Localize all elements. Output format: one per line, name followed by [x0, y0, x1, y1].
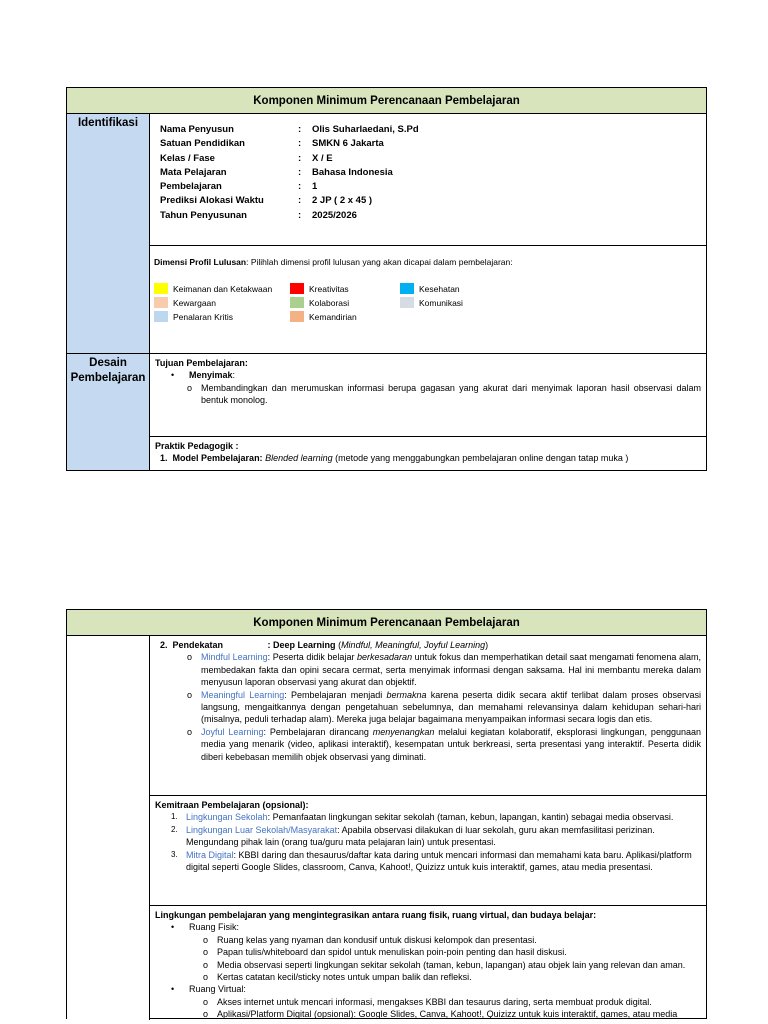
info-block: [150, 114, 706, 245]
virtual-item: o Akses internet untuk mencari informasi, mengakses KBBI dan tesaurus daring, serta membuat produk digital.: [203, 996, 652, 1007]
dimensi-profil: Dimensi Profil Lulusan: Pilihlah dimensi profil lulusan yang akan dicapai dalam pembelajaran: Keimanan dan Ketakwaan Kreativitas Kesehatan Kewargaan Kolaborasi Komunikasi Penalaran Kritis Kemandirian: [150, 245, 706, 323]
dimensi-legend: [154, 282, 702, 323]
info-row: Pembelajaran : 1: [160, 181, 318, 193]
praktik-title: Praktik Pedagogik :: [155, 441, 239, 451]
color-swatch: [400, 297, 414, 308]
tujuan-item: Membandingkan dan merumuskan informasi berupa gagasan yang akurat dari menyimak laporan hasil observasi dalam bentuk monolog.: [201, 382, 701, 406]
identifikasi-row: [67, 114, 706, 354]
info-row: Satuan Pendidikan : SMKN 6 Jakarta: [160, 138, 384, 150]
tujuan-title: Tujuan Pembelajaran:: [155, 358, 248, 368]
color-swatch: [154, 283, 168, 294]
fisik-item: o Ruang kelas yang nyaman dan kondusif untuk diskusi kelompok dan presentasi.: [203, 934, 537, 945]
table-title: Komponen Minimum Perencanaan Pembelajaran: [67, 88, 706, 114]
dimensi-item: Kolaborasi: [290, 296, 400, 309]
desain-row: [67, 354, 706, 470]
pendekatan-item: o Meaningful Learning: Pembelajaran menjadi bermakna karena peserta didik secara aktif terlibat dalam proses observasi langsung, mengaitkannya dengan pengetahuan sebelumnya, dan memahami relevansinya dalam kehidupan sehari-hari (misalnya, peduli terhadap alam). Mereka juga belajar bagaimana menyampaikan informasi secara logis dan etis.: [187, 689, 701, 725]
virtual-item: o Aplikasi/Platform Digital (opsional): Google Slides, Canva, Kahoot!, Quizizz untuk kuis interaktif, games, atau media: [203, 1009, 678, 1020]
kemitraan-item: 2. Lingkungan Luar Sekolah/Masyarakat: Apabila observasi dilakukan di luar sekolah, guru akan memfasilitasi perizinan. Mengundang pihak lain (orang tua/guru mata pelajaran lain) untuk presentasi.: [171, 824, 655, 848]
identifikasi-label: Identifikasi: [67, 114, 150, 353]
desain-label: Desain Pembelajaran: [67, 354, 150, 470]
color-swatch: [290, 311, 304, 322]
dimensi-item: Komunikasi: [400, 296, 520, 309]
praktik-section: Praktik Pedagogik : 1. Model Pembelajaran: Blended learning (metode yang menggabungkan pembelajaran online dengan tatap muka ): [150, 436, 706, 468]
pendekatan-item: o Joyful Learning: Pembelajaran dirancang menyenangkan melalui kegiatan kolaboratif, eksplorasi lingkungan, penggunaan media yang menarik (video, aplikasi interaktif), kesempatan untuk berkreasi, serta presentasi yang interaktif. Peserta didik diberi kebebasan memilih objek observasi yang diminati.: [187, 726, 701, 762]
table-identifikasi: [66, 87, 707, 471]
lingkungan-title: Lingkungan pembelajaran yang mengintegrasikan antara ruang fisik, ruang virtual, dan budaya belajar:: [155, 910, 597, 920]
color-swatch: [400, 283, 414, 294]
kemitraan-title: Kemitraan Pembelajaran (opsional):: [155, 800, 309, 810]
dimensi-item: Keimanan dan Ketakwaan: [154, 282, 290, 295]
dimensi-item: Kemandirian: [290, 310, 400, 323]
dimensi-title: Dimensi Profil Lulusan: [154, 257, 247, 268]
table-desain-lanjutan: [66, 609, 707, 1019]
fisik-item: o Papan tulis/whiteboard dan spidol untuk menuliskan poin-poin penting dan hasil diskusi.: [203, 947, 567, 958]
dimensi-item: Kewargaan: [154, 296, 290, 309]
color-swatch: [290, 297, 304, 308]
info-row: Prediksi Alokasi Waktu : 2 JP ( 2 x 45 ): [160, 195, 373, 207]
color-swatch: [290, 283, 304, 294]
empty-label-cell: [67, 636, 150, 1020]
color-swatch: [154, 297, 168, 308]
dimensi-item: Penalaran Kritis: [154, 310, 290, 323]
dimensi-item: Kreativitas: [290, 282, 400, 295]
lingkungan-section: Lingkungan pembelajaran yang mengintegrasikan antara ruang fisik, ruang virtual, dan budaya belajar: • Ruang Fisik: o Ruang kelas yang nyaman dan kondusif untuk diskusi kelompok dan presentasi. o Papan tulis/whiteboard dan spidol untuk menuliskan poin-poin penting dan hasil diskusi. o Media observasi seperti lingkungan sekitar sekolah (taman, kebun, lapangan) atau objek lain yang relevan dan aman. o Kertas catatan kecil/sticky notes untuk umpan balik dan refleksi. • Ruang Virtual: o Akses internet untuk mencari informasi, mengakses KBBI dan tesaurus daring, serta membuat produk digital. o Aplikasi/Platform Digital (opsional): Google Slides, Canva, Kahoot!, Quizizz untuk kuis interaktif, games, atau media: [150, 905, 706, 1020]
info-row: Mata Pelajaran : Bahasa Indonesia: [160, 166, 393, 178]
pendekatan-section: 2. Pendekatan : Deep Learning (Mindful, Meaningful, Joyful Learning) o Mindful Learning: Peserta didik belajar berkesadaran untuk fokus dan memperhatikan detail saat mengamati fenomena alam, membedakan fakta dan opini secara cermat, serta menyimak informasi dengan saksama. Hal ini membantu mereka dalam menyusun laporan observasi yang akurat dan objektif. o Meaningful Learning: Pembelajaran menjadi bermakna karena peserta didik secara aktif terlibat dalam proses observasi langsung, mengaitkannya dengan pengetahuan sebelumnya, dan memahami relevansinya dalam kehidupan sehari-hari (misalnya, peduli terhadap alam). Mereka juga belajar bagaimana menyampaikan informasi secara logis dan etis. o Joyful Learning: Pembelajaran dirancang menyenangkan melalui kegiatan kolaboratif, eksplorasi lingkungan, penggunaan media yang menarik (video, aplikasi interaktif), kesempatan untuk berkreasi, serta presentasi yang interaktif. Peserta didik diberi kebebasan memilih objek observasi yang diminati.: [150, 636, 706, 795]
pendekatan-item: o Mindful Learning: Peserta didik belajar berkesadaran untuk fokus dan memperhatikan detail saat mengamati fenomena alam, membedakan fakta dan opini secara cermat, serta menyimak informasi dengan saksama. Hal ini membantu mereka dalam menyusun laporan observasi yang akurat dan objektif.: [187, 652, 702, 688]
table-title: Komponen Minimum Perencanaan Pembelajaran: [67, 610, 706, 636]
color-swatch: [154, 311, 168, 322]
dimensi-item: Kesehatan: [400, 282, 520, 295]
kemitraan-section: [150, 795, 706, 905]
kemitraan-item: 1. Lingkungan Sekolah: Pemanfaatan lingkungan sekitar sekolah (taman, kebun, lapangan, kantin) sebagai media observasi.: [171, 812, 674, 823]
info-row: Tahun Penyusunan : 2025/2026: [160, 209, 357, 221]
kemitraan-item: 3. Mitra Digital: KBBI daring dan thesaurus/daftar kata daring untuk mencari informasi dan memahami kata baru. Aplikasi/platform digital seperti Google Slides, classroom, Canva, Kahoot!, Quizizz untuk kuis interaktif, games, atau media presentasi.: [171, 849, 692, 873]
info-row: Kelas / Fase : X / E: [160, 152, 333, 164]
tujuan-section: Tujuan Pembelajaran: • Menyimak: o Membandingkan dan merumuskan informasi berupa gagasan yang akurat dari menyimak laporan hasil observasi dalam bentuk monolog.: [155, 358, 701, 406]
fisik-item: o Media observasi seperti lingkungan sekitar sekolah (taman, kebun, lapangan) atau objek lain yang relevan dan aman.: [203, 959, 686, 970]
info-row: Nama Penyusun : Olis Suharlaedani, S.Pd: [160, 124, 419, 135]
fisik-item: o Kertas catatan kecil/sticky notes untuk umpan balik dan refleksi.: [203, 972, 472, 983]
